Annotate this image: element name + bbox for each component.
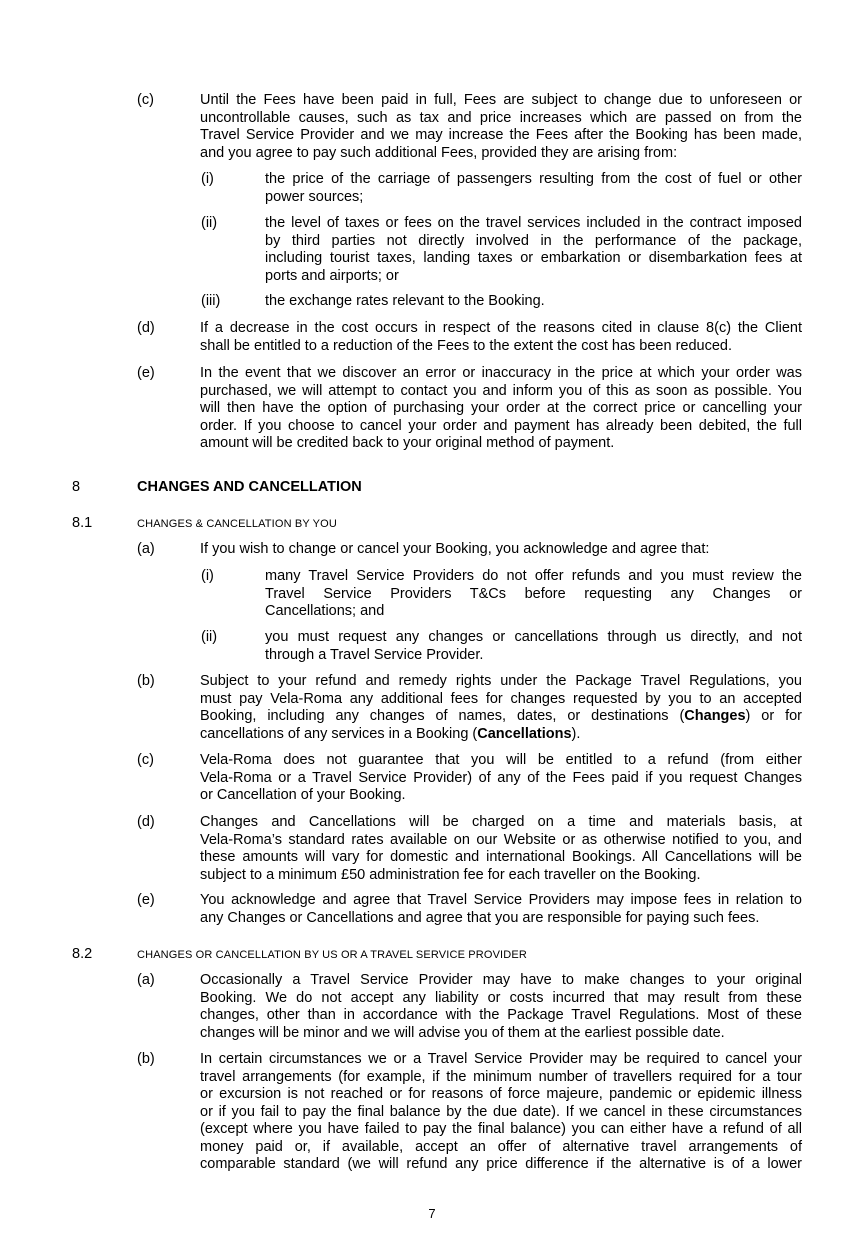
text-line: or Cancellation of your Booking. — [200, 787, 406, 803]
text-line: by third parties not directly involved in the performance of the package, — [265, 232, 802, 249]
text-line: You acknowledge and agree that Travel Service Providers may impose fees in relation to — [200, 892, 802, 908]
text-line: In certain circumstances we or a Travel Service Provider may be required to cancel your — [200, 1051, 802, 1067]
defined-term-changes: Changes — [684, 708, 746, 724]
text-line — [200, 708, 802, 725]
text-line: comparable standard (we will refund any price difference if the alternative is of a lower — [200, 1156, 802, 1172]
text-line: Changes and Cancellations will be charged on a time and materials basis, at — [200, 814, 802, 830]
text-line: uncontrollable causes, such as tax and price increases which are passed on from the — [200, 109, 802, 126]
text-line: or excursion is not reached or for reasons of force majeure, pandemic or epidemic illness — [200, 1086, 802, 1102]
text-line: If you wish to change or cancel your Booking, you acknowledge and agree that: — [200, 541, 710, 557]
subitem-label: (i) — [201, 568, 214, 584]
text-line: If a decrease in the cost occurs in respect of the reasons cited in clause 8(c) the Client — [200, 320, 802, 336]
text-segment: Booking, including any changes of names, dates, or destinations ( — [200, 708, 685, 724]
text-line: the level of taxes or fees on the travel services included in the contract imposed — [265, 215, 802, 231]
text-line: or if you fail to pay the final balance by the due date). If we cancel in these circumstances — [200, 1103, 802, 1120]
text-line: many Travel Service Providers do not offer refunds and you must review the — [265, 568, 802, 584]
text-line: ports and airports; or — [265, 267, 399, 284]
text-line: changes will be minor and we will advise you of them at the earliest possible date. — [200, 1024, 725, 1041]
text-line: these amounts will vary for domestic and international Bookings. All Cancellations will be — [200, 849, 802, 865]
text-segment: ) or for — [745, 708, 803, 724]
subsection-heading: CHANGES OR CANCELLATION BY US OR A TRAVEL SERVICE PROVIDER — [137, 949, 527, 961]
text-line: the exchange rates relevant to the Booking. — [265, 293, 545, 309]
text-line: In the event that we discover an error or inaccuracy in the price at which your order was — [200, 365, 802, 381]
text-line: Vela-Roma does not guarantee that you will be entitled to a refund (from either — [200, 752, 802, 768]
text-line: (except where you have failed to pay the final balance) you can either have a refund of all — [200, 1121, 802, 1137]
text-line: money paid or, if available, accept an offer of alternative travel arrangements of — [200, 1138, 802, 1155]
subitem-label: (ii) — [201, 215, 218, 231]
defined-term-cancellations: Cancellations — [477, 725, 572, 742]
text-line: must pay Vela-Roma any additional fees for changes requested by you to an accepted — [200, 690, 802, 707]
text-segment: cancellations of any services in a Booking ( — [200, 725, 478, 742]
section-title: CHANGES AND CANCELLATION — [137, 479, 362, 495]
subsection-number: 8.1 — [72, 515, 93, 531]
text-line: Booking. We do not accept any liability or costs incurred that may result from these — [200, 989, 802, 1006]
text-line: including tourist taxes, landing taxes or embarkation or disembarkation fees at — [265, 250, 802, 266]
section-number: 8 — [72, 479, 81, 495]
text-line: through a Travel Service Provider. — [265, 646, 484, 663]
text-line: Occasionally a Travel Service Provider may have to make changes to your original — [200, 972, 802, 988]
item-label: (b) — [137, 1051, 155, 1067]
text-line: Subject to your refund and remedy rights under the Package Travel Regulations, you — [200, 673, 802, 689]
text-line: and you agree to pay such additional Fees, provided they are arising from: — [200, 144, 678, 161]
text-line: amount will be credited back to your original method of payment. — [200, 435, 615, 451]
item-label: (d) — [137, 814, 155, 830]
page-number: 7 — [428, 1206, 436, 1221]
text-line: any Changes or Cancellations and agree that you are responsible for paying such fees. — [200, 909, 760, 926]
text-segment: ). — [571, 725, 581, 742]
text-line: order. If you choose to cancel your order and payment has already been debited, the full — [200, 417, 802, 434]
text-line: subject to a minimum £50 administration fee for each traveller on the Booking. — [200, 866, 701, 883]
text-line: shall be entitled to a reduction of the Fees to the extent the cost has been reduced. — [200, 337, 733, 354]
item-label: (e) — [137, 892, 155, 908]
text-line — [200, 726, 580, 743]
text-line: will then have the option of purchasing your order at the correct price or cancelling your — [200, 400, 802, 416]
subsection-number: 8.2 — [72, 946, 93, 962]
text-line: power sources; — [265, 188, 364, 205]
text-line: the price of the carriage of passengers resulting from the cost of fuel or other — [265, 171, 802, 187]
item-label: (e) — [137, 365, 155, 381]
item-label: (a) — [137, 541, 155, 557]
item-label: (c) — [137, 92, 154, 108]
text-line: Cancellations; and — [265, 603, 385, 619]
subitem-label: (iii) — [201, 293, 221, 309]
subsection-heading: CHANGES & CANCELLATION BY YOU — [137, 518, 337, 530]
text-line: Vela-Roma or a Travel Service Provider) of any of the Fees paid if you request Changes — [200, 769, 802, 786]
subitem-label: (i) — [201, 171, 214, 187]
item-label: (b) — [137, 673, 155, 689]
item-label: (c) — [137, 752, 154, 768]
text-line: Until the Fees have been paid in full, Fees are subject to change due to unforeseen or — [200, 92, 802, 108]
text-line: Vela-Roma’s standard rates available on our Website or as otherwise notified to you, and — [200, 831, 802, 848]
subitem-label: (ii) — [201, 629, 218, 645]
text-line: you must request any changes or cancellations through us directly, and not — [265, 629, 802, 645]
item-label: (d) — [137, 320, 155, 336]
text-line: Travel Service Provider and we may increase the Fees after the Booking has been made, — [200, 127, 802, 143]
text-line: travel arrangements (for example, if the minimum number of travellers required for a tour — [200, 1068, 802, 1085]
text-line: purchased, we will attempt to contact you and inform you of this as soon as possible. You — [200, 382, 802, 399]
text-line: changes, other than in accordance with the Package Travel Regulations. Most of these — [200, 1007, 802, 1023]
item-label: (a) — [137, 972, 155, 988]
text-line: Travel Service Providers T&Cs before requesting any Changes or — [265, 585, 802, 602]
